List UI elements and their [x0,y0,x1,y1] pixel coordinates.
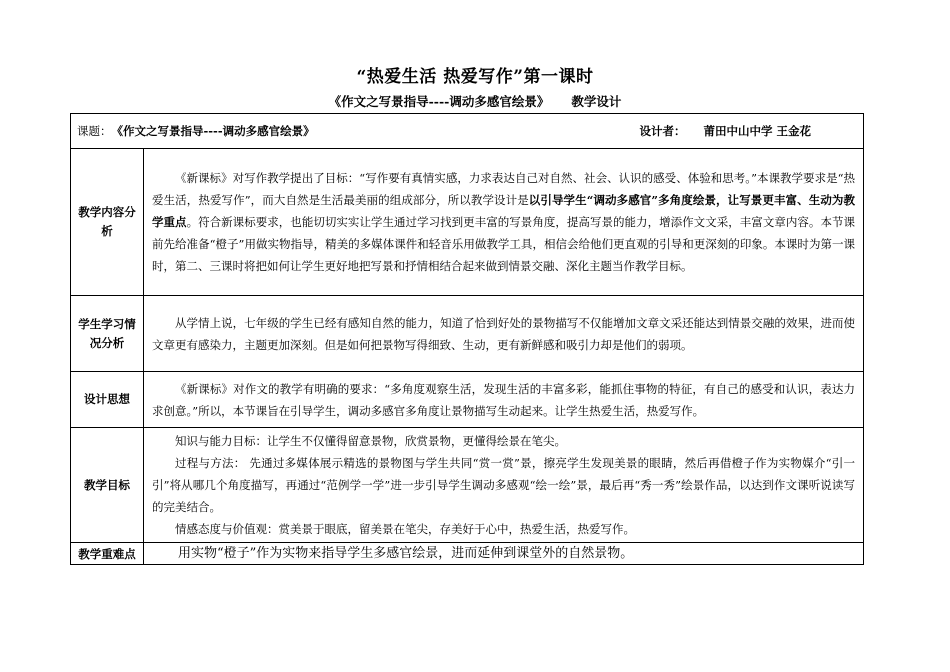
student-analysis-head: 学生学习情况分析 [71,296,144,372]
teaching-goals-body [144,428,864,543]
content-text-a: 《新课标》对写作教学提出了目标：“写作要有真情实感，力求表达自己对自然、社会、认识的感受、体验和思考。”本课教学要求是“热爱生活，热爱写作”，而大自然是生活最美丽的组成部分，所以教学设计是 [152,171,856,207]
design-idea-row [71,372,864,428]
document-subtitle [0,92,950,110]
subtitle-suffix: 教学设计 [571,94,622,109]
student-analysis-body [144,296,864,372]
designer-value: 莆田中山中学 王金花 [703,124,812,138]
content-text-b: 。符合新课标要求，也能切切实实让学生通过学习找到更丰富的写景角度，提高写景的能力，增添作文文采，丰富文章内容。本节课前先给准备“橙子”用做实物指导，精美的多媒体课件和轻音乐用做教学工具，相信会给他们更直观的引导和更深刻的印象。本课时为第一课时，第二、三课时将把如何让学生更好地把写景和抒情相结合起来做到情景交融、深化主题当作教学目标。 [152,215,856,273]
goal-process: 过程与方法： 先通过多媒体展示精选的景物图与学生共同“赏一赏”景，擦亮学生发现美景的眼睛，然后再借橙子作为实物媒介“引一引”将从哪几个角度描写，再通过“范例学一学”进一步引导学生调动多感观“绘一绘”景，最后再“秀一秀”绘景作品，以达到作文课听说读写的完美结合。 [152,456,856,514]
goal-emotion: 情感态度与价值观：赏美景于眼底，留美景在笔尖，存美好于心中，热爱生活，热爱写作。 [175,522,635,536]
key-points-body [144,543,864,565]
lesson-plan-table [70,113,864,565]
designer-label: 设计者： [639,124,686,138]
content-analysis-row [71,149,864,296]
key-points-row [71,543,864,565]
student-analysis-text: 从学情上说，七年级的学生已经有感知自然的能力，知道了恰到好处的景物描写不仅能增加文章文采还能达到情景交融的效果，进而使文章更有感染力，主题更加深刻。但是如何把景物写得细致、生动，更有新鲜感和吸引力却是他们的弱项。 [152,315,856,352]
key-points-head: 教学重难点 [71,543,144,565]
goal-knowledge: 知识与能力目标：让学生不仅懂得留意景物，欣赏景物，更懂得绘景在笔尖。 [175,434,566,448]
course-label: 课题： [77,124,112,138]
teaching-goals-head: 教学目标 [71,428,144,543]
document-title: “热爱生活 热爱写作”第一课时 [356,67,594,87]
subtitle-main: 《作文之写景指导----调动多感官绘景》 [328,94,550,109]
course-value: 《作文之写景指导----调动多感官绘景》 [111,124,315,138]
teaching-goals-row [71,428,864,543]
content-analysis-body [144,149,864,296]
key-points-text: 用实物“橙子”作为实物来指导学生多感官绘景，进而延伸到课堂外的自然景物。 [178,545,634,561]
design-idea-head: 设计思想 [71,372,144,428]
design-idea-text: 《新课标》对作文的教学有明确的要求：“多角度观察生活，发现生活的丰富多彩，能抓住事物的特征，有自己的感受和认识，表达力求创意。”所以，本节课旨在引导学生，调动多感官多角度让景物描写生动起来。让学生热爱生活，热爱写作。 [152,381,856,418]
content-analysis-head: 教学内容分析 [71,149,144,296]
student-analysis-row [71,296,864,372]
content-text-bold: 以引导学生“调动多感官”多角度绘景，让写景更丰富、生动为教学重点 [152,193,855,229]
course-row [71,114,864,149]
design-idea-body [144,372,864,428]
